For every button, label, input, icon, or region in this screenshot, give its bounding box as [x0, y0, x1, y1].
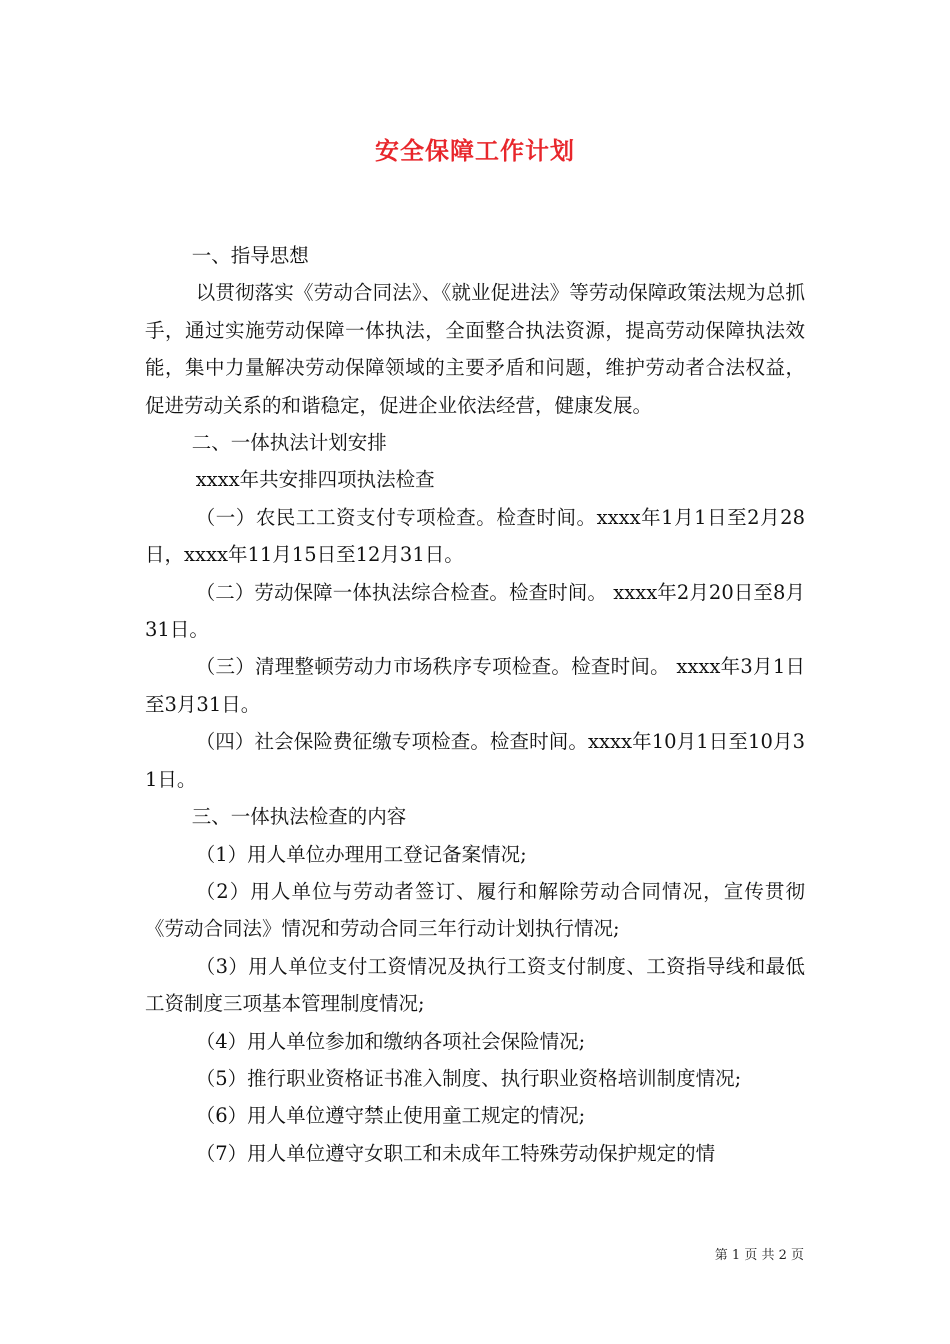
page-title: 安全保障工作计划 [375, 136, 575, 165]
document-body [145, 237, 805, 1172]
list-item: （4）用人单位参加和缴纳各项社会保险情况; [195, 1029, 586, 1053]
list-item: （四）社会保险费征缴专项检查。检查时间。xxxx年10月1日至10月31日。 [145, 730, 805, 791]
paragraph: 以贯彻落实《劳动合同法》、《就业促进法》等劳动保障政策法规为总抓手，通过实施劳动保障一体执法，全面整合执法资源，提高劳动保障执法效能，集中力量解决劳动保障领域的主要矛盾和问题，维护劳动者合法权益，促进劳动关系的和谐稳定，促进企业依法经营，健康发展。 [145, 281, 805, 417]
list-item: （一）农民工工资支付专项检查。检查时间。xxxx年1月1日至2月28日，xxxx年11月15日至12月31日。 [145, 505, 805, 567]
paragraph: xxxx年共安排四项执法检查 [195, 468, 435, 492]
list-item: （7）用人单位遵守女职工和未成年工特殊劳动保护规定的情 [195, 1141, 716, 1165]
list-item: （三）清理整顿劳动力市场秩序专项检查。检查时间。 xxxx年3月1日至3月31日。 [145, 655, 805, 716]
list-item: （2）用人单位与劳动者签订、履行和解除劳动合同情况，宣传贯彻《劳动合同法》情况和劳动合同三年行动计划执行情况; [145, 879, 805, 941]
section-heading-plan: 二、一体执法计划安排 [191, 431, 387, 455]
section-heading-content: 三、一体执法检查的内容 [191, 805, 407, 829]
list-item: （6）用人单位遵守禁止使用童工规定的情况; [195, 1104, 586, 1128]
list-item: （二）劳动保障一体执法综合检查。检查时间。 xxxx年2月20日至8月31日。 [145, 580, 805, 642]
list-item: （3）用人单位支付工资情况及执行工资支付制度、工资指导线和最低工资制度三项基本管理制度情况; [145, 954, 805, 1016]
page-number: 第 1 页 共 2 页 [714, 1248, 804, 1263]
list-item: （1）用人单位办理用工登记备案情况; [195, 842, 527, 866]
list-item: （5）推行职业资格证书准入制度、执行职业资格培训制度情况; [195, 1066, 742, 1090]
section-heading-guiding-thought: 一、指导思想 [191, 244, 309, 267]
